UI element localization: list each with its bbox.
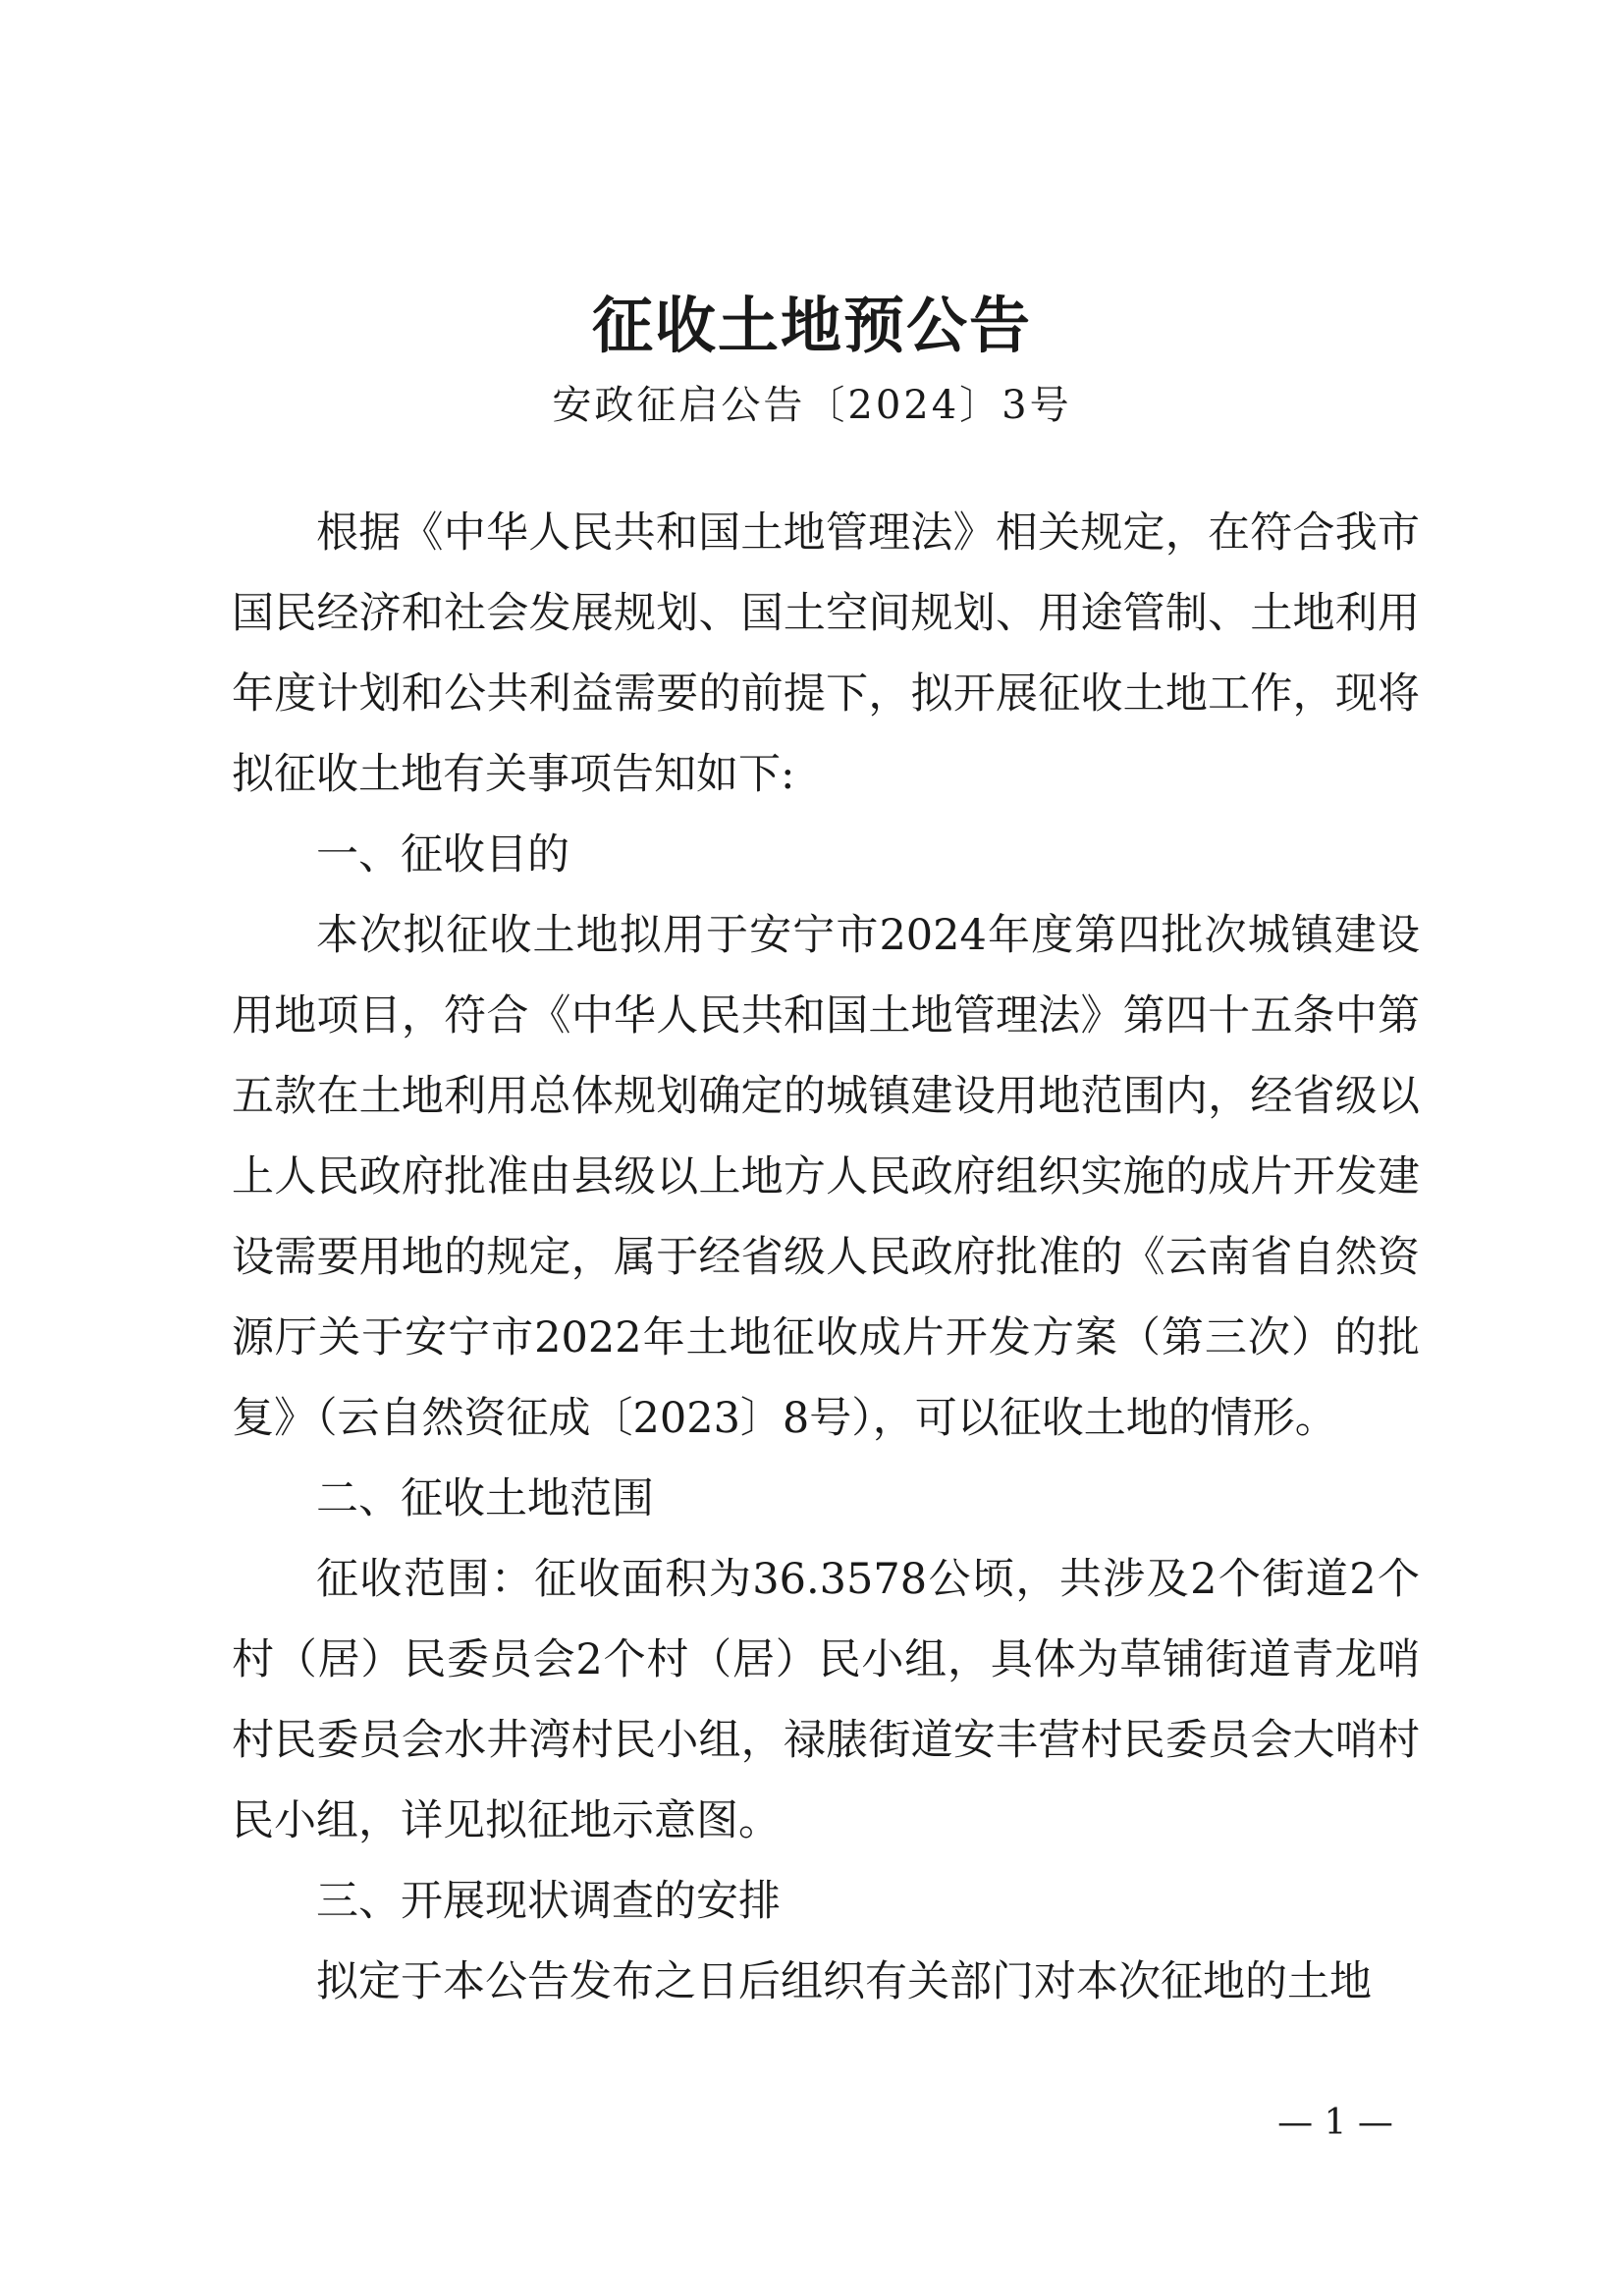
section-heading-purpose: 一、征收目的 (316, 830, 569, 880)
document-title: 征收土地预公告 (591, 290, 1032, 361)
intro-paragraph: 根据《中华人民共和国土地管理法》相关规定，在符合我市国民经济和社会发展规划、国土空间规划、用途管制、土地利用年度计划和公共利益需要的前提下，拟开展征收土地工作，现将拟征收土地有关事项告知如下: (232, 508, 1420, 799)
section-heading-scope: 二、征收土地范围 (316, 1474, 654, 1523)
document-body (232, 493, 1420, 2022)
section-heading-survey: 三、开展现状调查的安排 (316, 1877, 781, 1926)
section-text-scope: 征收范围：征收面积为36.3578公顷，共涉及2个街道2个村（居）民委员会2个村（居）民小组，具体为草铺街道青龙哨村民委员会水井湾村民小组，禄脿街道安丰营村民委员会大哨村民小组，详见拟征地示意图。 (232, 1555, 1420, 1845)
document-number: 安政征启公告〔2024〕3号 (552, 383, 1072, 428)
section-text-purpose: 本次拟征收土地拟用于安宁市2024年度第四批次城镇建设用地项目，符合《中华人民共和国土地管理法》第四十五条中第五款在土地利用总体规划确定的城镇建设用地范围内，经省级以上人民政府批准由县级以上地方人民政府组织实施的成片开发建设需要用地的规定，属于经省级人民政府批准的《云南省自然资源厅关于安宁市2022年土地征收成片开发方案（第三次）的批复》（云自然资征成〔2023〕8号），可以征收土地的情形。 (232, 911, 1420, 1443)
section-text-survey: 拟定于本公告发布之日后组织有关部门对本次征地的土地 (316, 1957, 1372, 2006)
page-number: — 1 — (1277, 2103, 1393, 2143)
